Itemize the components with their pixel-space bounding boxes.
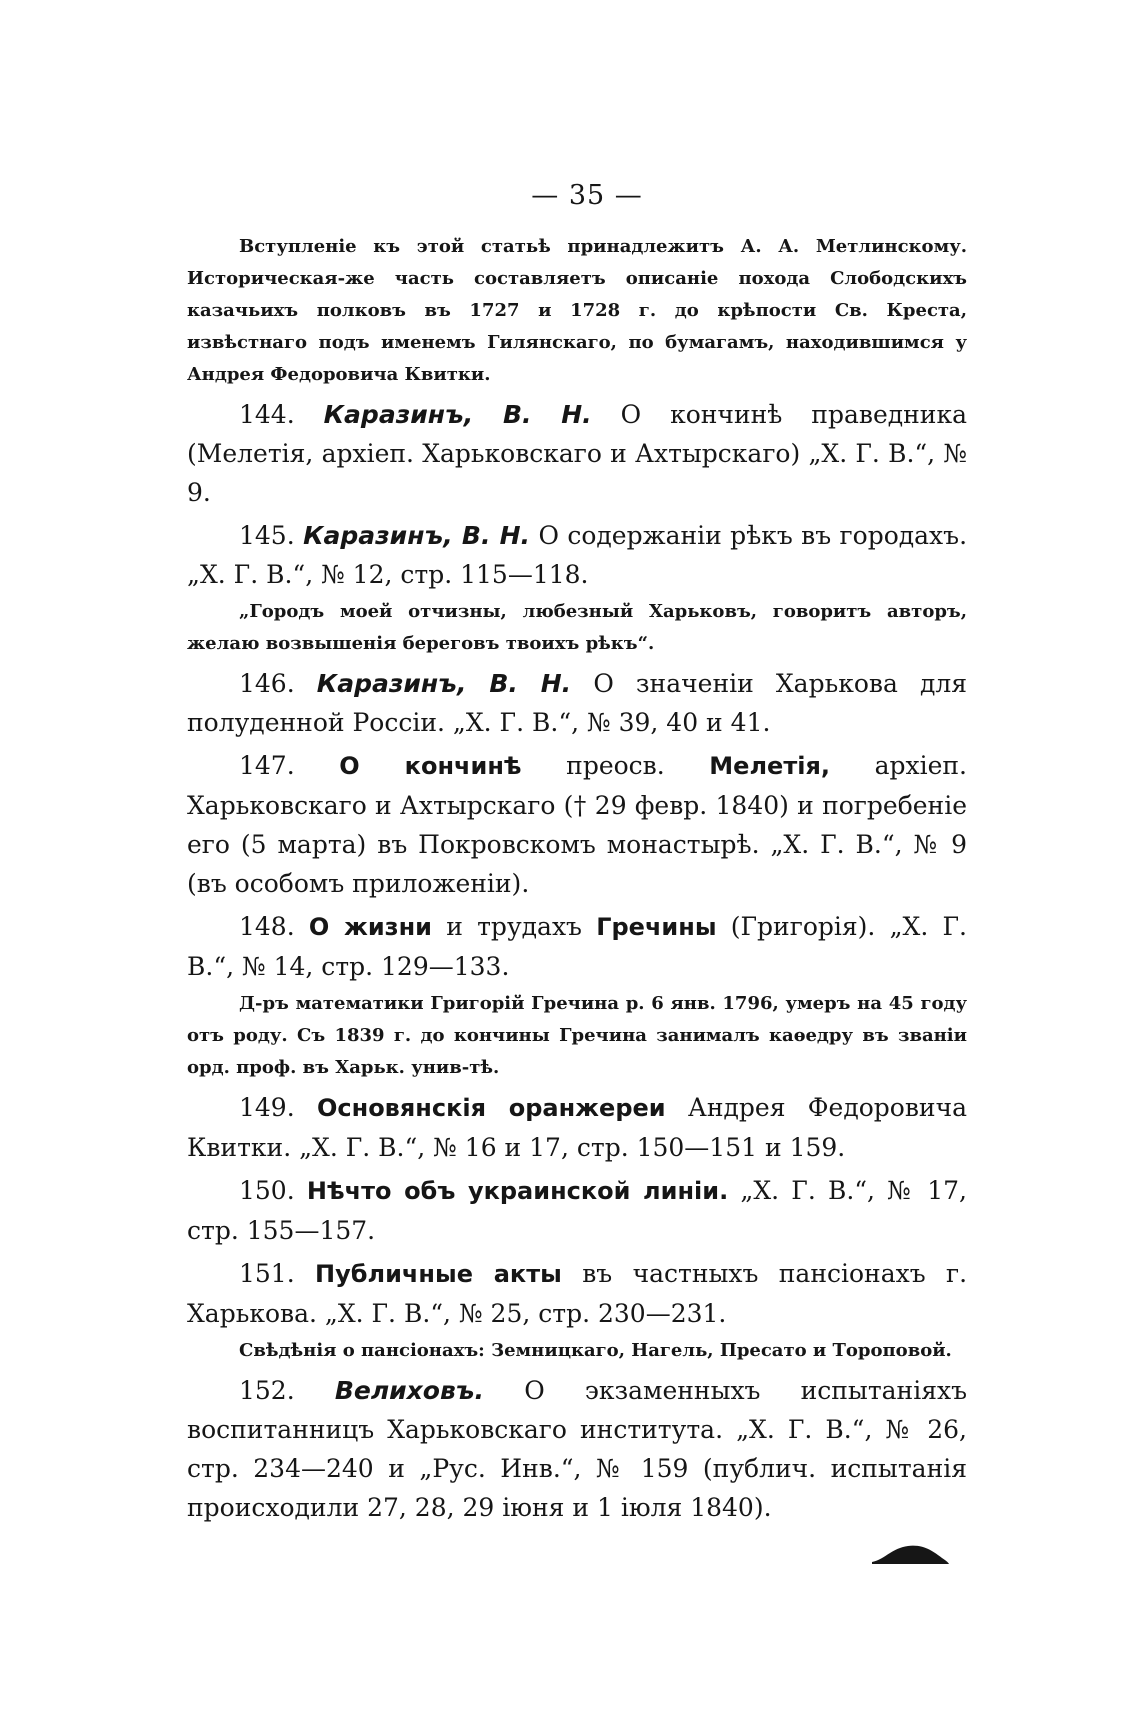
entry-text: архіеп. Харьковскаго и Ахтырскаго († 29 февр. 1840) и погребеніе его (5 марта) въ Покровскомъ монастырѣ. „Х. Г. В.“, № 9 (въ особомъ приложеніи). xyxy=(187,751,967,898)
entry-author: Каразинъ, В. Н. xyxy=(323,400,592,429)
page-number: — 35 — xyxy=(531,180,643,211)
entry-author: Велиховъ. xyxy=(334,1376,485,1405)
entry-number: 144. xyxy=(239,400,295,429)
entry-author: Каразинъ, В. Н. xyxy=(316,669,572,698)
end-ornament-icon xyxy=(870,1540,950,1566)
entry-author: Каразинъ, В. Н. xyxy=(303,521,531,550)
entry-keyword: Гречины xyxy=(596,913,717,941)
entry-number: 145. xyxy=(239,521,295,550)
entry-text: преосв. xyxy=(566,751,665,780)
entry-keyword: Нѣчто объ украинской линіи. xyxy=(306,1177,729,1205)
text-column xyxy=(187,180,967,1529)
entry-text: Андрея Федоровича Квитки. „Х. Г. В.“, № 16 и 17, стр. 150—151 и 159. xyxy=(187,1093,967,1162)
entry-150 xyxy=(187,1171,967,1250)
entry-149 xyxy=(187,1088,967,1167)
entry-keyword: О кончинѣ xyxy=(339,752,522,780)
entry-keyword: Публичные акты xyxy=(315,1260,562,1288)
entry-147 xyxy=(187,746,967,903)
entry-number: 149. xyxy=(239,1093,295,1122)
entry-text: (Григорія). „Х. Г. В.“, № 14, стр. 129—133. xyxy=(187,912,967,981)
entry-text: „Х. Г. В.“, № 17, стр. 155—157. xyxy=(187,1176,967,1245)
entry-144 xyxy=(187,395,967,512)
entry-number: 151. xyxy=(239,1259,295,1288)
entry-text: О содержаніи рѣкъ въ городахъ. „Х. Г. В.“, № 12, стр. 115—118. xyxy=(187,521,968,589)
entry-152 xyxy=(187,1371,967,1527)
entry-151-note: Свѣдѣнія о пансіонахъ: Земницкаго, Нагель, Пресато и Тороповой. xyxy=(239,1340,952,1361)
entry-146 xyxy=(187,664,967,742)
entry-number: 147. xyxy=(239,751,295,780)
entry-text: О значеніи Харькова для полуденной Россіи. „Х. Г. В.“, № 39, 40 и 41. xyxy=(187,669,968,737)
entry-text: О кончинѣ праведника (Мелетія, архіеп. Харьковскаго и Ахтырскаго) „Х. Г. В.“, № 9. xyxy=(187,400,967,507)
intro-note: Вступленіе къ этой статьѣ принадлежитъ А. А. Метлинскому. Историческая-же часть составляетъ описаніе похода Слободскихъ казачьихъ полковъ въ 1727 и 1728 г. до крѣпости Св. Креста, извѣстнаго подъ именемъ Гилянскаго, по бумагамъ, находившимся у Андрея Федоровича Квитки. xyxy=(187,236,967,385)
entry-text: и трудахъ xyxy=(446,912,582,941)
entry-148 xyxy=(187,907,967,986)
entry-text: въ частныхъ пансіонахъ г. Харькова. „Х. Г. В.“, № 25, стр. 230—231. xyxy=(187,1259,968,1328)
entry-keyword: О жизни xyxy=(308,913,432,941)
entry-number: 152. xyxy=(239,1376,295,1405)
entry-151 xyxy=(187,1254,967,1333)
entry-text: О экзаменныхъ испытаніяхъ воспитанницъ Харьковскаго института. „Х. Г. В.“, № 26, стр. 234—240 и „Рус. Инв.“, № 159 (публич. испытанія происходили 27, 28, 29 іюня и 1 іюля 1840). xyxy=(187,1376,967,1522)
entry-145 xyxy=(187,516,967,594)
entry-keyword: Мелетія, xyxy=(709,752,830,780)
entry-145-note: „Городъ моей отчизны, любезный Харьковъ, говоритъ авторъ, желаю возвышенія береговъ твоихъ рѣкъ“. xyxy=(187,601,967,654)
entry-number: 146. xyxy=(239,669,295,698)
entry-number: 150. xyxy=(239,1176,295,1205)
entry-number: 148. xyxy=(239,912,295,941)
entry-keyword: Основянскія оранжереи xyxy=(316,1094,666,1122)
entry-148-note: Д-ръ математики Григорій Гречина р. 6 янв. 1796, умеръ на 45 году отъ роду. Съ 1839 г. до кончины Гречина занималъ каѳедру въ званіи орд. проф. въ Харьк. унив-тѣ. xyxy=(187,993,967,1078)
